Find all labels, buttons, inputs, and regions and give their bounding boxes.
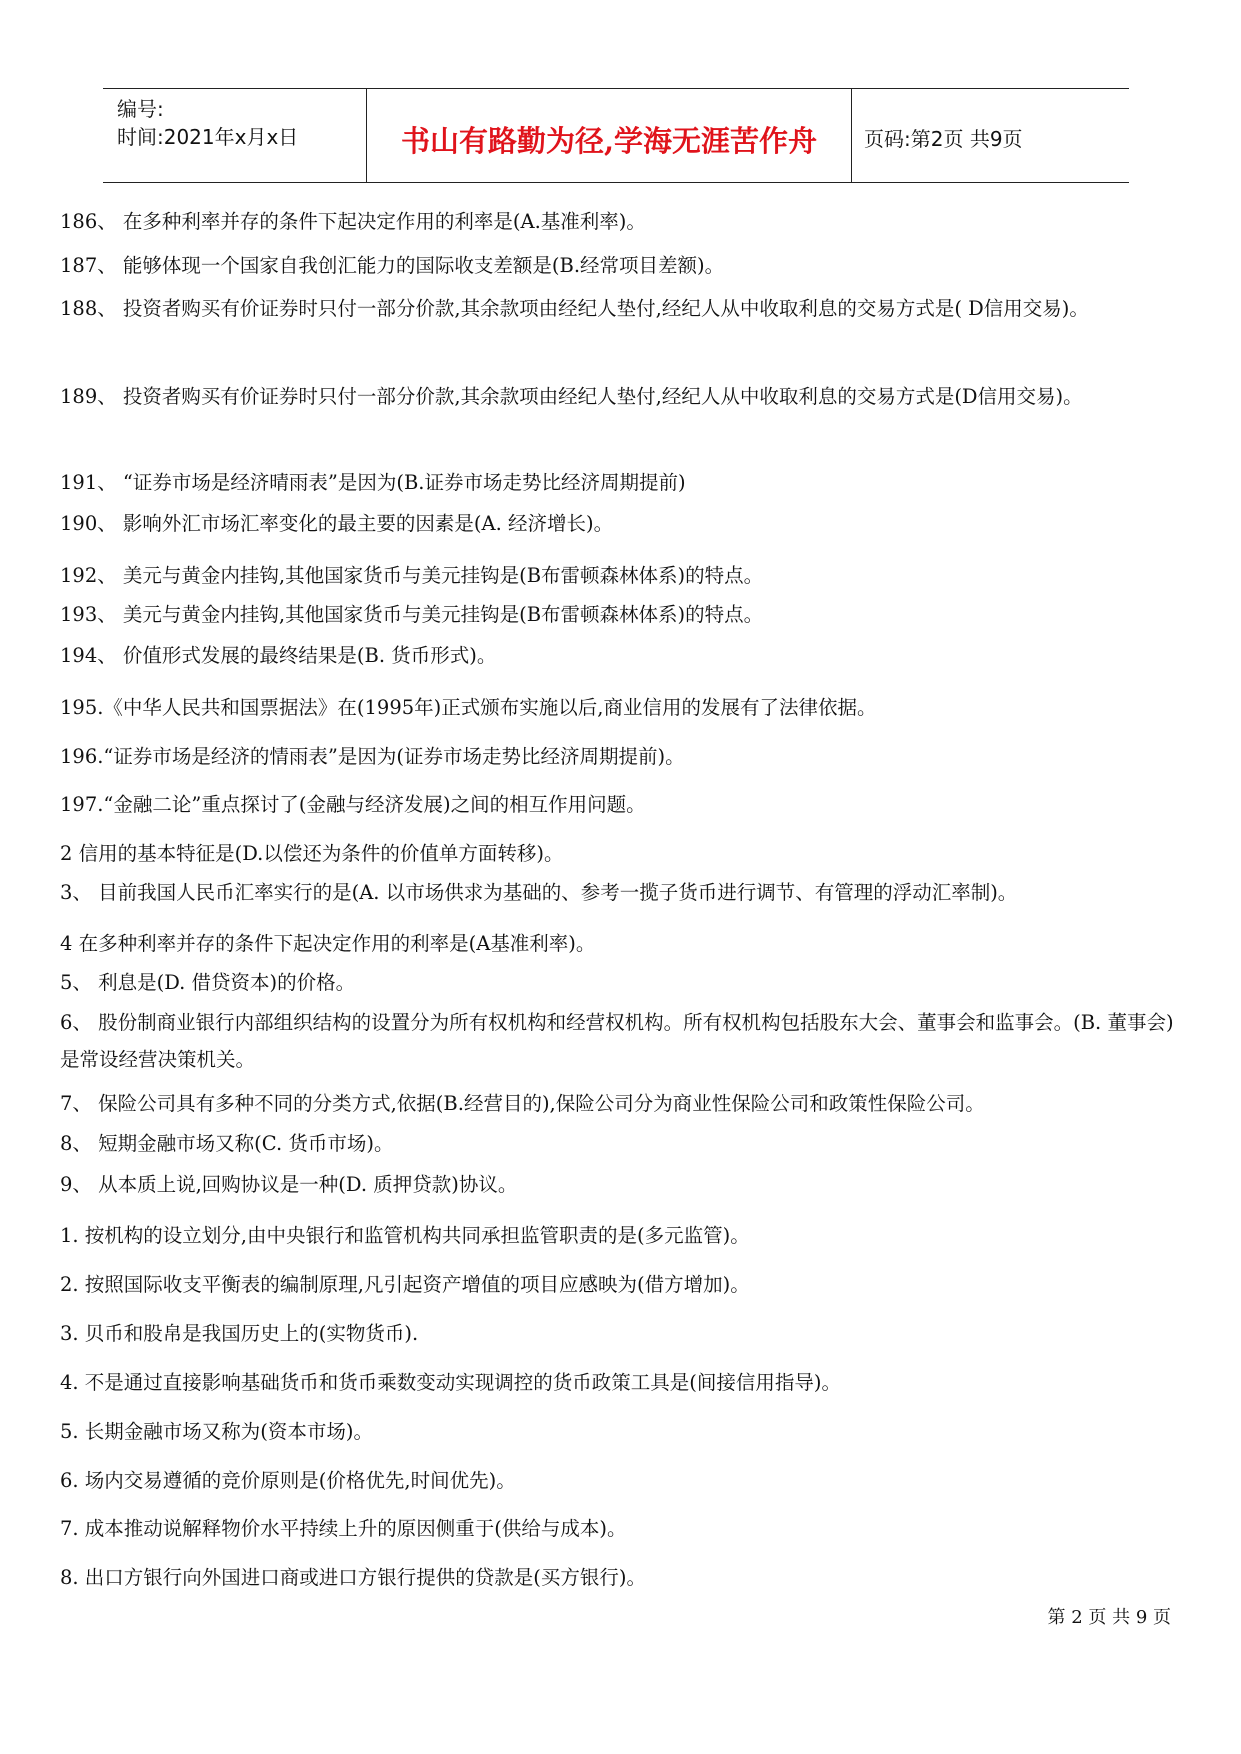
question-line: 8、 短期金融市场又称(C. 货币市场)。 [60,1132,394,1155]
question-line: 3、 目前我国人民币汇率实行的是(A. 以市场供求为基础的、参考一揽子货币进行调节、有管理的浮动汇率制)。 [60,881,1018,904]
question-line: 1. 按机构的设立划分,由中央银行和监管机构共同承担监管职责的是(多元监管)。 [60,1224,750,1247]
page-footer: 第 2 页 共 9 页 [1047,1607,1171,1628]
question-line: 9、 从本质上说,回购协议是一种(D. 质押贷款)协议。 [60,1173,518,1196]
header-page-cell [852,89,1129,182]
question-line: 8. 出口方银行向外国进口商或进口方银行提供的贷款是(买方银行)。 [60,1566,647,1589]
question-line: 7. 成本推动说解释物价水平持续上升的原因侧重于(供给与成本)。 [60,1517,627,1540]
question-line: 193、 美元与黄金内挂钩,其他国家货币与美元挂钩是(B布雷顿森林体系)的特点。 [60,603,764,626]
question-line: 6、 股份制商业银行内部组织结构的设置分为所有权机构和经营权机构。所有权机构包括股东大会、董事会和监事会。(B. 董事会)是常设经营决策机关。 [60,1011,1174,1071]
document-time-label: 时间:2021年x月x日 [117,125,299,149]
question-line: 7、 保险公司具有多种不同的分类方式,依据(B.经营目的),保险公司分为商业性保险公司和政策性保险公司。 [60,1092,985,1115]
header-motto: 书山有路勤为径,学海无涯苦作舟 [400,124,818,158]
question-line: 191、 “证券市场是经济晴雨表”是因为(B.证券市场走势比经济周期提前) [60,471,686,494]
question-line: 197.“金融二论”重点探讨了(金融与经济发展)之间的相互作用问题。 [60,793,646,816]
document-number-label: 编号: [117,97,164,121]
question-line: 6. 场内交易遵循的竞价原则是(价格优先,时间优先)。 [60,1469,516,1492]
question-line: 5. 长期金融市场又称为(资本市场)。 [60,1420,374,1443]
question-line: 3. 贝币和股帛是我国历史上的(实物货币). [60,1322,419,1345]
header-motto-cell [367,89,852,182]
page-header [103,88,1129,183]
question-line: 187、 能够体现一个国家自我创汇能力的国际收支差额是(B.经常项目差额)。 [60,254,725,277]
question-line: 196.“证券市场是经济的情雨表”是因为(证券市场走势比经济周期提前)。 [60,745,685,768]
question-line: 194、 价值形式发展的最终结果是(B. 货币形式)。 [60,644,497,667]
header-meta-cell [103,89,367,182]
question-line: 4. 不是通过直接影响基础货币和货币乘数变动实现调控的货币政策工具是(间接信用指导)。 [60,1371,842,1394]
question-line: 190、 影响外汇市场汇率变化的最主要的因素是(A. 经济增长)。 [60,512,614,535]
question-line: 4 在多种利率并存的条件下起决定作用的利率是(A基准利率)。 [60,932,596,955]
question-line: 192、 美元与黄金内挂钩,其他国家货币与美元挂钩是(B布雷顿森林体系)的特点。 [60,564,764,587]
header-page-number: 页码:第2页 共9页 [864,127,1023,151]
question-line: 188、 投资者购买有价证券时只付一部分价款,其余款项由经纪人垫付,经纪人从中收取利息的交易方式是( D信用交易)。 [60,297,1089,320]
question-line: 2. 按照国际收支平衡表的编制原理,凡引起资产增值的项目应感映为(借方增加)。 [60,1273,750,1296]
question-line: 2 信用的基本特征是(D.以偿还为条件的价值单方面转移)。 [60,842,564,865]
question-line: 189、 投资者购买有价证券时只付一部分价款,其余款项由经纪人垫付,经纪人从中收取利息的交易方式是(D信用交易)。 [60,385,1083,408]
question-line: 5、 利息是(D. 借贷资本)的价格。 [60,971,356,994]
question-line: 195.《中华人民共和国票据法》在(1995年)正式颁布实施以后,商业信用的发展有了法律依据。 [60,696,877,719]
question-line: 186、 在多种利率并存的条件下起决定作用的利率是(A.基准利率)。 [60,210,646,233]
